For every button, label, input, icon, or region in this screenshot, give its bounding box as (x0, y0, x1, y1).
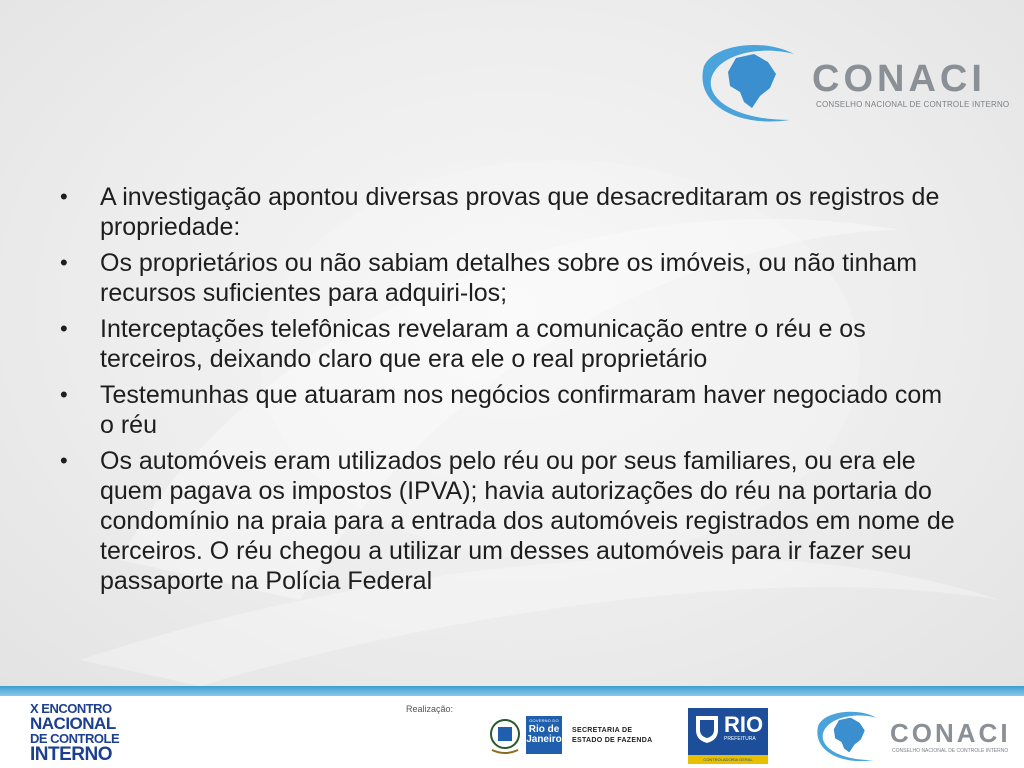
bullet-item (58, 380, 958, 440)
prefeitura-rio-logo (688, 708, 768, 764)
footer-sponsors-bar (0, 696, 1024, 768)
bullet-text: Interceptações telefônicas revelaram a comunicação entre o réu e os terceiros, deixando claro que era ele o real proprietário (100, 315, 866, 373)
bullet-icon: • (60, 250, 68, 275)
bullet-text: A investigação apontou diversas provas que desacreditaram os registros de propriedade: (100, 183, 940, 241)
governo-line-2: Rio de Janeiro (526, 724, 562, 745)
footer-accent-stripe (0, 686, 1024, 696)
encontro-line-1: X ENCONTRO (30, 701, 112, 716)
bullet-icon: • (60, 448, 68, 473)
encontro-line-4: INTERNO (30, 744, 112, 765)
bullet-text: Testemunhas que atuaram nos negócios confirmaram haver negociado com o réu (100, 381, 943, 439)
brazil-map-swoosh-icon (694, 36, 806, 126)
bullet-item (58, 314, 958, 374)
realizacao-label: Realização: (406, 704, 454, 714)
bullet-text: Os proprietários ou não sabiam detalhes sobre os imóveis, ou não tinham recursos suficientes para adquiri-los; (100, 249, 918, 307)
bullet-item (58, 182, 958, 242)
governo-line-1: GOVERNO DO (529, 718, 559, 723)
conaci-subtitle: CONSELHO NACIONAL DE CONTROLE INTERNO (816, 100, 1010, 109)
secretaria-line-1: SECRETARIA DE (572, 727, 633, 734)
conaci-footer-wordmark: CONACI (890, 718, 1011, 748)
rio-shield-icon (694, 714, 720, 744)
conaci-logo-footer (810, 706, 1020, 764)
encontro-line-3: DE CONTROLE (30, 731, 120, 746)
prefeitura-name: RIO (724, 712, 764, 737)
encontro-nacional-logo (30, 701, 126, 765)
bullet-item (58, 248, 958, 308)
conaci-footer-subtitle: CONSELHO NACIONAL DE CONTROLE INTERNO (892, 748, 1009, 754)
controladoria-strip: CONTROLADORIA GERAL (688, 755, 768, 764)
bullet-item (58, 446, 958, 596)
secretaria-fazenda-label (572, 726, 652, 746)
encontro-line-2: NACIONAL (30, 714, 116, 733)
rio-state-crest-icon (488, 716, 522, 756)
brazil-map-swoosh-icon (810, 706, 886, 764)
conaci-wordmark: CONACI (812, 58, 986, 100)
bullet-icon: • (60, 184, 68, 209)
secretaria-line-2: ESTADO DE FAZENDA (572, 737, 653, 744)
governo-rio-logo (526, 716, 562, 754)
bullet-list (58, 182, 958, 602)
bullet-icon: • (60, 316, 68, 341)
bullet-text: Os automóveis eram utilizados pelo réu ou por seus familiares, ou era ele quem pagava os impostos (IPVA); havia autorizações do réu na portaria do condomínio na praia para a entrada dos automóveis registrados em nome de terceiros. O réu chegou a utilizar um desses automóveis para ir fazer seu passaporte na Polícia Federal (100, 447, 955, 595)
conaci-logo-top (694, 36, 1010, 126)
prefeitura-sub: PREFEITURA (724, 736, 756, 742)
bullet-icon: • (60, 382, 68, 407)
